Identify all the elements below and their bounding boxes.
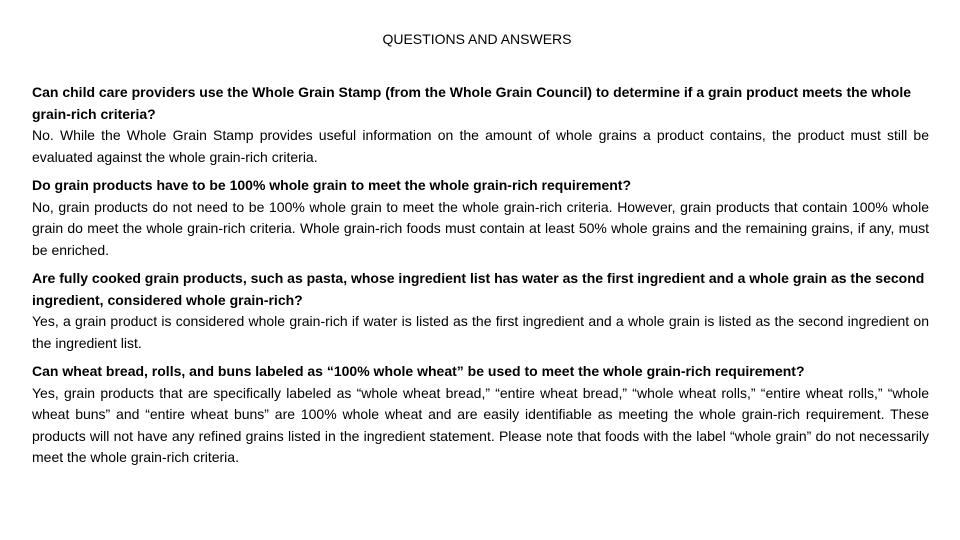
- question-text: Are fully cooked grain products, such as pasta, whose ingredient list has water as the first ingredient and a whole grain as the second ingredient, considered whole grain-rich?: [32, 270, 925, 308]
- question-text: Do grain products have to be 100% whole grain to meet the whole grain-rich requirement?: [32, 177, 631, 193]
- answer-text: Yes, a grain product is considered whole grain-rich if water is listed as the first ingredient and a whole grain is listed as the second ingredient on the ingredient list.: [32, 313, 929, 351]
- page-title: QUESTIONS AND ANSWERS: [382, 31, 572, 47]
- qa-list: [32, 82, 929, 476]
- question-text: Can wheat bread, rolls, and buns labeled as “100% whole wheat” be used to meet the whole grain-rich requirement?: [32, 363, 805, 379]
- answer-text: No. While the Whole Grain Stamp provides useful information on the amount of whole grains a product contains, the product must still be evaluated against the whole grain-rich criteria.: [32, 127, 929, 165]
- qa-item-whole-wheat: [32, 361, 929, 469]
- answer-text: No, grain products do not need to be 100% whole grain to meet the whole grain-rich criteria. However, grain products that contain 100% whole grain do meet the whole grain-rich criteria. Whole grain-rich foods must contain at least 50% whole grains and the remaining grains, if any, must be enriched.: [32, 198, 929, 258]
- answer-text: Yes, grain products that are specifically labeled as “whole wheat bread,” “entire wheat bread,” “whole wheat rolls,” “entire wheat rolls,” “whole wheat buns” and “entire wheat buns” are 100% whole wheat and are easily identifiable as meeting the whole grain-rich requirement. These products will not have any refined grains listed in the ingredient statement. Please note that foods with the label “whole grain” do not necessarily meet the whole grain-rich criteria.: [32, 384, 929, 465]
- question-text: Can child care providers use the Whole Grain Stamp (from the Whole Grain Council) to determine if a grain product meets the whole grain-rich criteria?: [32, 84, 912, 122]
- qa-item-cooked-grain: [32, 268, 929, 354]
- qa-item-100-percent: [32, 175, 929, 261]
- qa-item-stamp: [32, 82, 929, 168]
